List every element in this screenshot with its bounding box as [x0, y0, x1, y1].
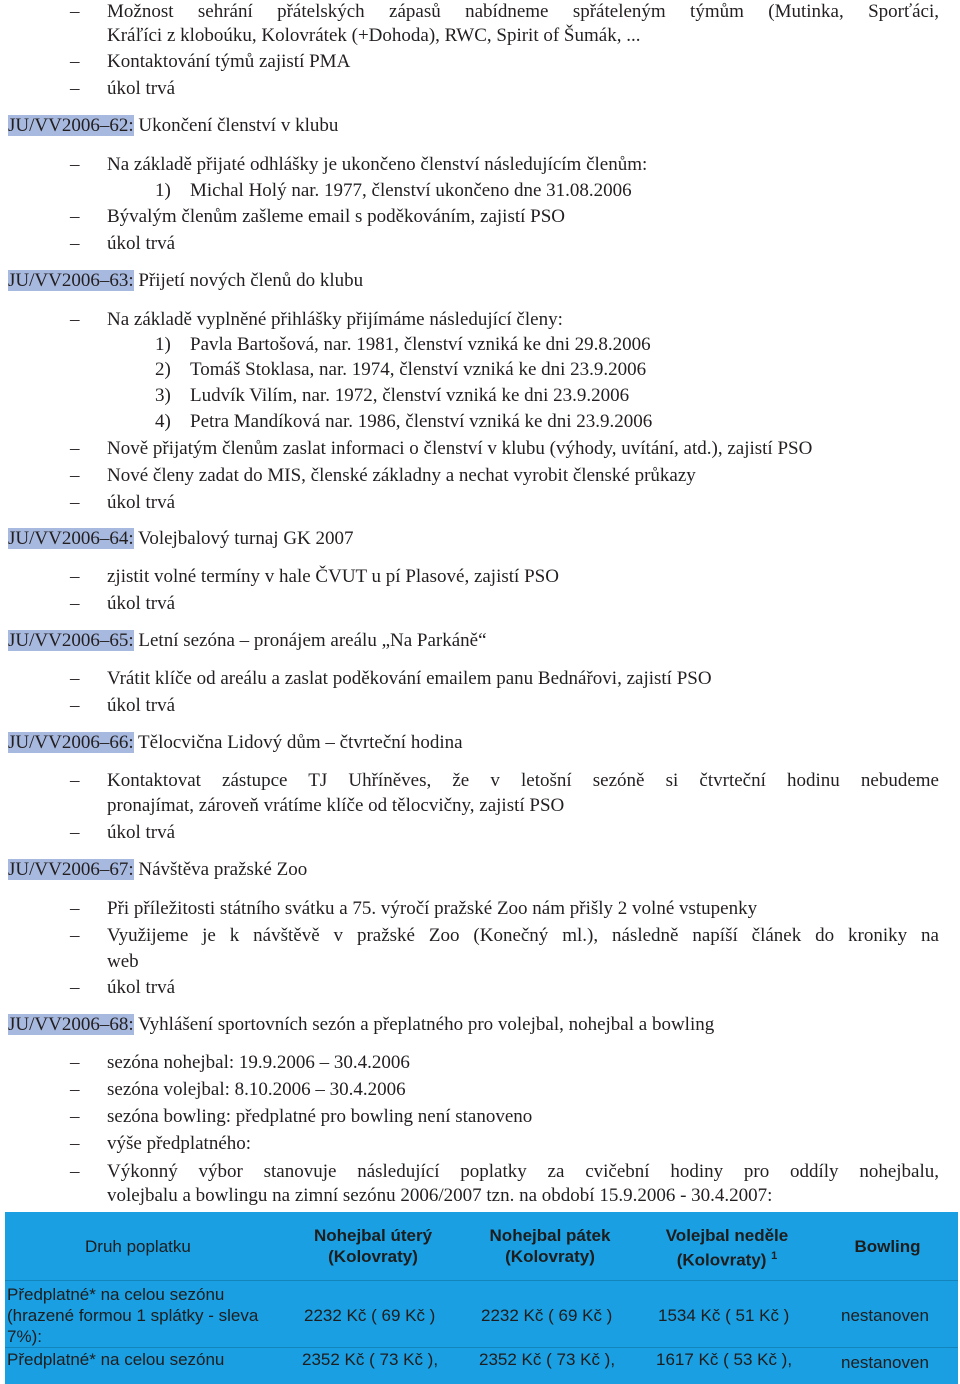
bullet-text: úkol trvá — [107, 492, 176, 513]
table-cell: 2232 Kč ( 69 Kč ) — [304, 1306, 436, 1325]
bullet-text: Využijeme je k návštěvě v pražské Zoo (Konečný ml.), následně napíší článek do kroniky na — [107, 925, 939, 946]
item-text: Ludvík Vilím, nar. 1972, členství vzniká ke dni 23.9.2006 — [190, 385, 630, 406]
section-code: JU/VV2006–65: — [8, 630, 134, 651]
item-number: 2) — [155, 359, 171, 380]
bullet-text: Na základě vyplněné přihlášky přijímáme následující členy: — [107, 309, 563, 330]
section-code: JU/VV2006–68: — [8, 1014, 134, 1035]
bullet-text: sezóna bowling: předplatné pro bowling není stanoveno — [107, 1106, 533, 1127]
bullet-text: Nově přijatým členům zaslat informaci o členství v klubu (výhody, uvítání, atd.), zajistí PSO — [107, 438, 813, 459]
fee-table — [5, 1212, 958, 1384]
table-cell: 1534 Kč ( 51 Kč ) — [658, 1306, 790, 1325]
bullet-text: Kráľíci z kloboúku, Kolovrátek (+Dohoda), RWC, Spirit of Šumák, ... — [107, 25, 641, 46]
dash-marker: – — [70, 465, 80, 486]
section-title: Letní sezóna – pronájem areálu „Na Parkáně“ — [138, 630, 487, 651]
item-number: 3) — [155, 385, 171, 406]
header-line: Nohejbal úterý — [313, 1226, 433, 1245]
section-code: JU/VV2006–62: — [8, 115, 134, 136]
bullet-text: Možnost sehrání přátelských zápasů nabídneme spřáteleným týmům (Mutinka, Sporťáci, — [107, 1, 939, 22]
dash-marker: – — [70, 233, 80, 254]
header-cell-nohejbal-patek — [460, 1225, 640, 1267]
bullet-text: Kontaktování týmů zajistí PMA — [107, 51, 351, 72]
label-line: Předplatné* na celou sezónu — [7, 1285, 225, 1304]
bullet-text: úkol trvá — [107, 695, 176, 716]
bullet-text: volejbalu a bowlingu na zimní sezónu 2006/2007 tzn. na období 15.9.2006 - 30.4.2007: — [107, 1185, 773, 1206]
section-heading — [8, 731, 463, 755]
dash-marker: – — [70, 1161, 80, 1182]
table-cell: 2352 Kč ( 73 Kč ), — [479, 1350, 616, 1369]
dash-marker: – — [70, 206, 80, 227]
header-line: Volejbal neděle — [665, 1226, 789, 1245]
dash-marker: – — [70, 51, 80, 72]
bullet-text: úkol trvá — [107, 977, 176, 998]
bullet-text: zjistit volné termíny v hale ČVUT u pí Plasové, zajistí PSO — [107, 566, 559, 587]
section-heading — [8, 269, 363, 293]
header-cell-volejbal-nedele — [637, 1225, 817, 1271]
header-cell-nohejbal-utery — [283, 1225, 463, 1267]
section-title: Volejbalový turnaj GK 2007 — [138, 528, 354, 549]
row-divider — [5, 1347, 958, 1348]
bullet-text: pronajímat, zároveň vrátíme klíče od tělocvičny, zajistí PSO — [107, 795, 565, 816]
dash-marker: – — [70, 1133, 80, 1154]
dash-marker: – — [70, 898, 80, 919]
item-text: Petra Mandíková nar. 1986, členství vzniká ke dni 23.9.2006 — [190, 411, 653, 432]
section-title: Návštěva pražské Zoo — [138, 859, 308, 880]
dash-marker: – — [70, 566, 80, 587]
label-line: 7%): — [7, 1327, 42, 1346]
item-text: Pavla Bartošová, nar. 1981, členství vzniká ke dni 29.8.2006 — [190, 334, 651, 355]
table-cell: 2232 Kč ( 69 Kč ) — [481, 1306, 613, 1325]
bullet-text: úkol trvá — [107, 233, 176, 254]
item-number: 1) — [155, 180, 171, 201]
bullet-text: Bývalým členům zašleme email s poděkováním, zajistí PSO — [107, 206, 566, 227]
section-heading — [8, 114, 338, 138]
header-text: (Kolovraty) — [676, 1250, 767, 1270]
header-cell-bowling: Bowling — [854, 1237, 921, 1256]
section-code: JU/VV2006–66: — [8, 732, 134, 753]
bullet-text: úkol trvá — [107, 78, 176, 99]
table-cell: 2352 Kč ( 73 Kč ), — [302, 1350, 439, 1369]
table-cell: 1617 Kč ( 53 Kč ), — [656, 1350, 793, 1369]
bullet-text: sezóna nohejbal: 19.9.2006 – 30.4.2006 — [107, 1052, 410, 1073]
table-cell: nestanoven — [841, 1353, 929, 1372]
section-code: JU/VV2006–64: — [8, 528, 134, 549]
item-text: Michal Holý nar. 1977, členství ukončeno dne 31.08.2006 — [190, 180, 632, 201]
bullet-text: Výkonný výbor stanovuje následující poplatky za cvičební hodiny pro oddíly nohejbalu, — [107, 1161, 939, 1182]
header-line: (Kolovraty) — [328, 1247, 418, 1266]
section-title: Tělocvična Lidový dům – čtvrteční hodina — [138, 732, 463, 753]
item-number: 1) — [155, 334, 171, 355]
dash-marker: – — [70, 1079, 80, 1100]
bullet-text: Na základě přijaté odhlášky je ukončeno členství následujícím členům: — [107, 154, 648, 175]
section-heading — [8, 527, 354, 551]
section-title: Přijetí nových členů do klubu — [138, 270, 364, 291]
bullet-text: úkol trvá — [107, 593, 176, 614]
dash-marker: – — [70, 925, 80, 946]
header-line: Nohejbal pátek — [489, 1226, 611, 1245]
dash-marker: – — [70, 1106, 80, 1127]
table-row-label — [7, 1284, 287, 1347]
dash-marker: – — [70, 593, 80, 614]
section-heading — [8, 858, 307, 882]
bullet-text: výše předplatného: — [107, 1133, 252, 1154]
section-title: Ukončení členství v klubu — [138, 115, 339, 136]
section-title: Vyhlášení sportovních sezón a přeplatného pro volejbal, nohejbal a bowling — [138, 1014, 715, 1035]
table-row-label: Předplatné* na celou sezónu — [7, 1350, 225, 1369]
bullet-text: Kontaktovat zástupce TJ Uhříněves, že v letošní sezóně si čtvrteční hodinu nebudeme — [107, 770, 939, 791]
header-line — [637, 1246, 817, 1271]
dash-marker: – — [70, 695, 80, 716]
dash-marker: – — [70, 668, 80, 689]
section-heading — [8, 629, 487, 653]
section-code: JU/VV2006–63: — [8, 270, 134, 291]
dash-marker: – — [70, 438, 80, 459]
label-line: (hrazené formou 1 splátky - sleva — [7, 1306, 259, 1325]
dash-marker: – — [70, 977, 80, 998]
bullet-text: Vrátit klíče od areálu a zaslat poděkování emailem panu Bednářovi, zajistí PSO — [107, 668, 712, 689]
dash-marker: – — [70, 309, 80, 330]
dash-marker: – — [70, 1, 80, 22]
item-text: Tomáš Stoklasa, nar. 1974, členství vzniká ke dni 23.9.2006 — [190, 359, 647, 380]
bullet-text: úkol trvá — [107, 822, 176, 843]
dash-marker: – — [70, 770, 80, 791]
bullet-text: web — [107, 951, 139, 972]
section-heading — [8, 1013, 714, 1037]
dash-marker: – — [70, 492, 80, 513]
row-divider — [5, 1280, 958, 1281]
bullet-text: Při příležitosti státního svátku a 75. výročí pražské Zoo nám přišly 2 volné vstupenky — [107, 898, 758, 919]
header-line: (Kolovraty) — [505, 1247, 595, 1266]
bullet-text: Nové členy zadat do MIS, členské základny a nechat vyrobit členské průkazy — [107, 465, 696, 486]
dash-marker: – — [70, 154, 80, 175]
dash-marker: – — [70, 78, 80, 99]
section-code: JU/VV2006–67: — [8, 859, 134, 880]
dash-marker: – — [70, 1052, 80, 1073]
table-cell: nestanoven — [841, 1306, 929, 1325]
item-number: 4) — [155, 411, 171, 432]
bullet-text: sezóna volejbal: 8.10.2006 – 30.4.2006 — [107, 1079, 406, 1100]
dash-marker: – — [70, 822, 80, 843]
footnote-marker: 1 — [771, 1250, 778, 1262]
header-cell-fee-type: Druh poplatku — [85, 1237, 191, 1256]
